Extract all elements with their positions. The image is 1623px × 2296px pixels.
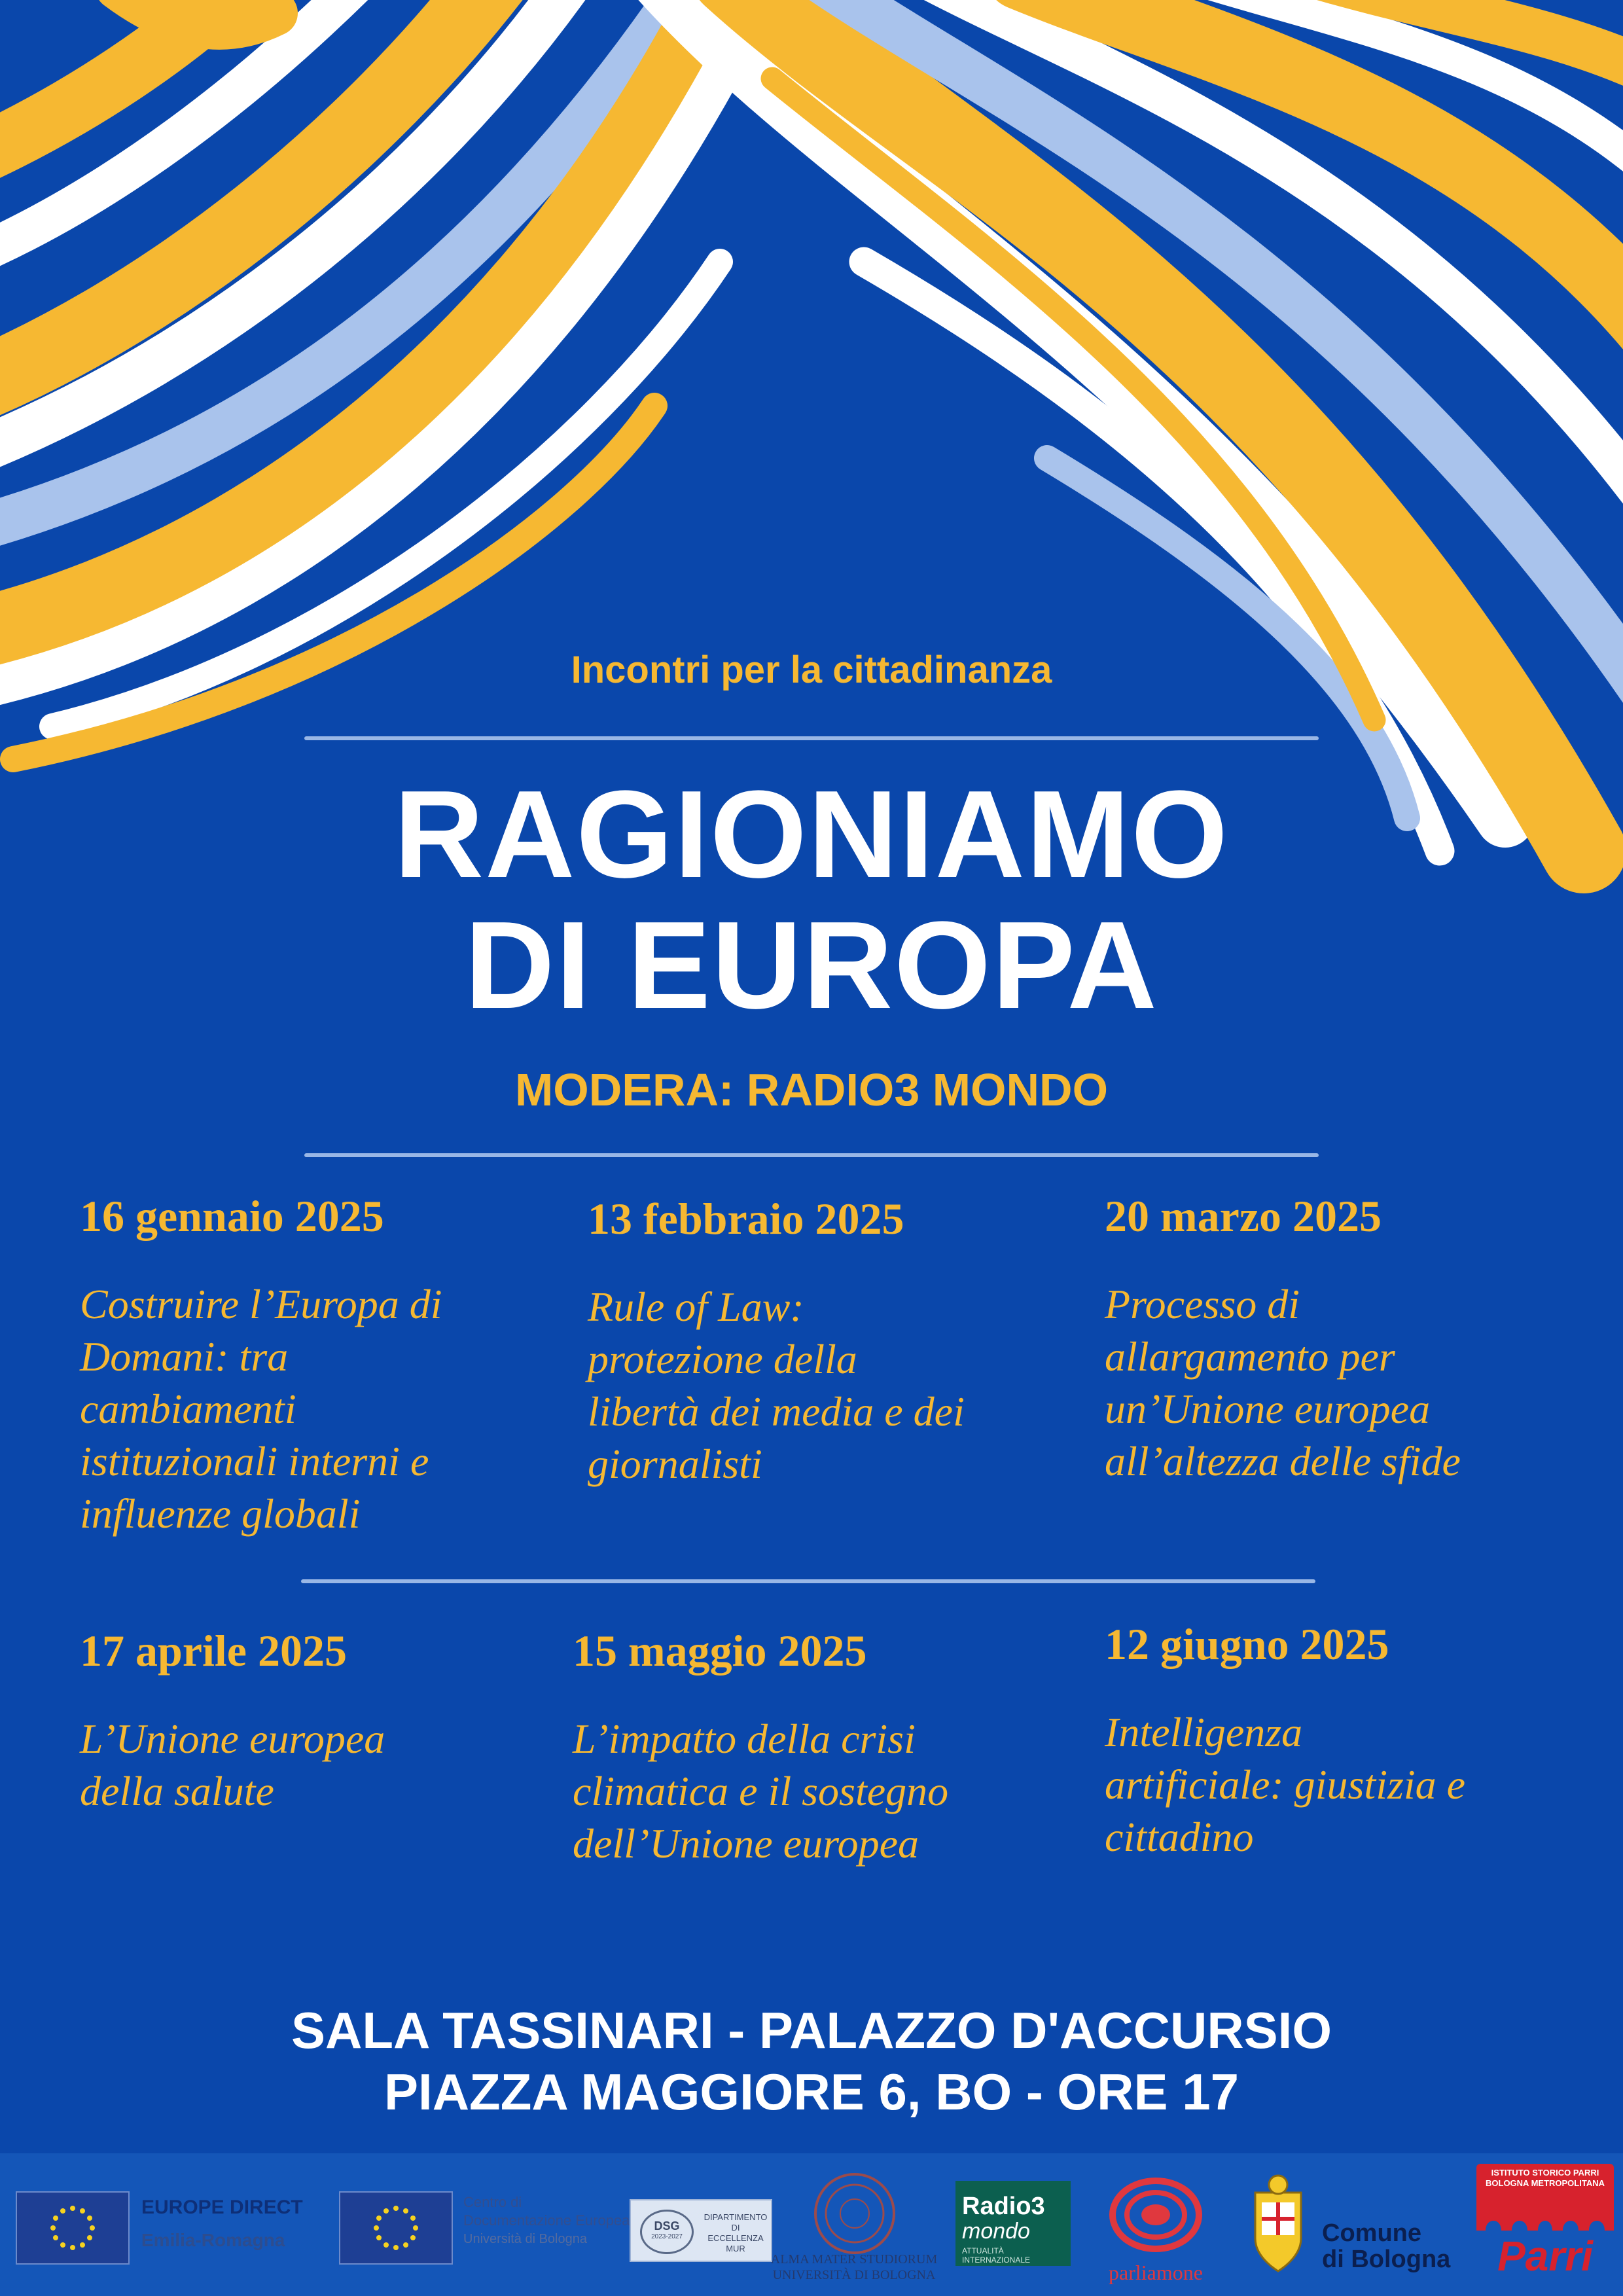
topic-line: Intelligenza <box>1105 1709 1303 1755</box>
topic-line: influenze globali <box>80 1490 361 1537</box>
title-line-2: DI EUROPA <box>465 896 1158 1035</box>
event-1 <box>80 1190 544 1540</box>
topic-line: cambiamenti <box>80 1386 296 1432</box>
dsg-years: 2023-2027 <box>651 2233 683 2240</box>
topic-line: climatica e il sostegno <box>573 1768 949 1814</box>
event-date: 15 maggio 2025 <box>573 1626 867 1676</box>
divider-middle <box>304 1153 1319 1157</box>
topic-line: istituzionali interni e <box>80 1438 429 1484</box>
topic-line: della salute <box>80 1768 274 1814</box>
radio3-line-2: mondo <box>962 2219 1030 2244</box>
parri-line: BOLOGNA METROPOLITANA <box>1486 2178 1605 2188</box>
event-5 <box>573 1624 1037 1870</box>
topic-line: all’altezza delle sfide <box>1105 1438 1461 1484</box>
event-4 <box>80 1624 544 1818</box>
event-date: 17 aprile 2025 <box>80 1626 347 1676</box>
europe-direct-name: EUROPE DIRECT <box>141 2197 303 2218</box>
dsg-line: MUR <box>726 2244 745 2253</box>
dsg-logo <box>630 2199 772 2262</box>
topic-line: Rule of Law: <box>588 1283 804 1330</box>
topic-line: un’Unione europea <box>1105 1386 1431 1432</box>
comune-line: di Bologna <box>1322 2246 1451 2273</box>
event-date: 16 gennaio 2025 <box>80 1191 384 1241</box>
university-seal-icon <box>814 2173 895 2254</box>
comune-name <box>1322 2220 1450 2272</box>
page-title <box>0 765 1623 1035</box>
eu-flag-icon <box>16 2191 130 2265</box>
parri-line: ISTITUTO STORICO PARRI <box>1491 2168 1599 2178</box>
dsg-line: DI ECCELLENZA <box>707 2223 764 2243</box>
topic-line: L’impatto della crisi <box>573 1715 916 1762</box>
event-topic <box>80 1713 544 1818</box>
event-date: 13 febbraio 2025 <box>588 1194 904 1244</box>
event-topic <box>588 1281 1052 1490</box>
event-topic <box>1105 1706 1569 1863</box>
event-date: 20 marzo 2025 <box>1105 1191 1382 1241</box>
title-line-1: RAGIONIAMO <box>393 765 1230 904</box>
radio3-line-3: ATTUALITÀ INTERNAZIONALE <box>962 2246 1031 2265</box>
venue-line-2: PIAZZA MAGGIORE 6, BO - ORE 17 <box>384 2063 1239 2121</box>
topic-line: dell’Unione europea <box>573 1820 919 1867</box>
dsg-text <box>703 2212 768 2254</box>
parliamone-spiral-icon <box>1097 2162 1215 2261</box>
unibo-text <box>766 2251 942 2283</box>
unibo-line: UNIVERSITÀ DI BOLOGNA <box>772 2268 936 2282</box>
dsg-abbr: DSG <box>654 2219 680 2233</box>
cde-line-2: Documentazione Europea <box>463 2212 630 2229</box>
divider-events <box>301 1579 1315 1583</box>
topic-line: Domani: tra <box>80 1333 289 1380</box>
topic-line: Costruire l’Europa di <box>80 1281 442 1327</box>
comune-line: Comune <box>1322 2219 1421 2247</box>
europe-direct-region: Emilia-Romagna <box>141 2230 285 2250</box>
event-date: 12 giugno 2025 <box>1105 1619 1389 1669</box>
topic-line: libertà dei media e dei <box>588 1388 965 1435</box>
event-6 <box>1105 1618 1569 1863</box>
moderator-label: MODERA: RADIO3 MONDO <box>514 1064 1109 1115</box>
radio3-mondo-logo <box>955 2181 1071 2266</box>
topic-line: protezione della <box>588 1336 857 1382</box>
partner-logos-bar <box>0 2153 1623 2296</box>
event-topic <box>80 1278 544 1540</box>
parri-arches-icon <box>1476 2204 1614 2231</box>
radio3-line-1: Radio3 <box>962 2193 1045 2220</box>
cde-line-3: Università di Bologna <box>463 2232 587 2246</box>
dsg-line: DIPARTIMENTO <box>704 2212 768 2222</box>
event-3 <box>1105 1190 1569 1488</box>
topic-line: Processo di <box>1105 1281 1300 1327</box>
bologna-crest-icon <box>1242 2173 1314 2275</box>
parri-name: Parri <box>1497 2233 1593 2280</box>
topic-line: allargamento per <box>1105 1333 1395 1380</box>
venue-info <box>0 2000 1623 2123</box>
divider-top <box>304 736 1319 740</box>
parliamone-logo <box>1097 2162 1215 2287</box>
unibo-line: ALMA MATER STUDIORUM <box>770 2252 938 2267</box>
topic-line: cittadino <box>1105 1814 1254 1860</box>
event-topic <box>1105 1278 1569 1488</box>
topic-line: artificiale: giustizia e <box>1105 1761 1466 1808</box>
eu-flag-icon <box>339 2191 453 2265</box>
event-2 <box>588 1193 1052 1490</box>
topic-line: giornalisti <box>588 1441 762 1487</box>
event-topic <box>573 1713 1037 1870</box>
parri-logo <box>1476 2164 1614 2288</box>
cde-line-1: Centro di <box>463 2194 522 2210</box>
venue-line-1: SALA TASSINARI - PALAZZO D'ACCURSIO <box>291 2001 1332 2059</box>
parliamone-name: parliamone <box>1109 2261 1203 2284</box>
parri-header-text <box>1476 2168 1614 2189</box>
topic-line: L’Unione europea <box>80 1715 385 1762</box>
subtitle: Incontri per la cittadinanza <box>571 649 1052 691</box>
